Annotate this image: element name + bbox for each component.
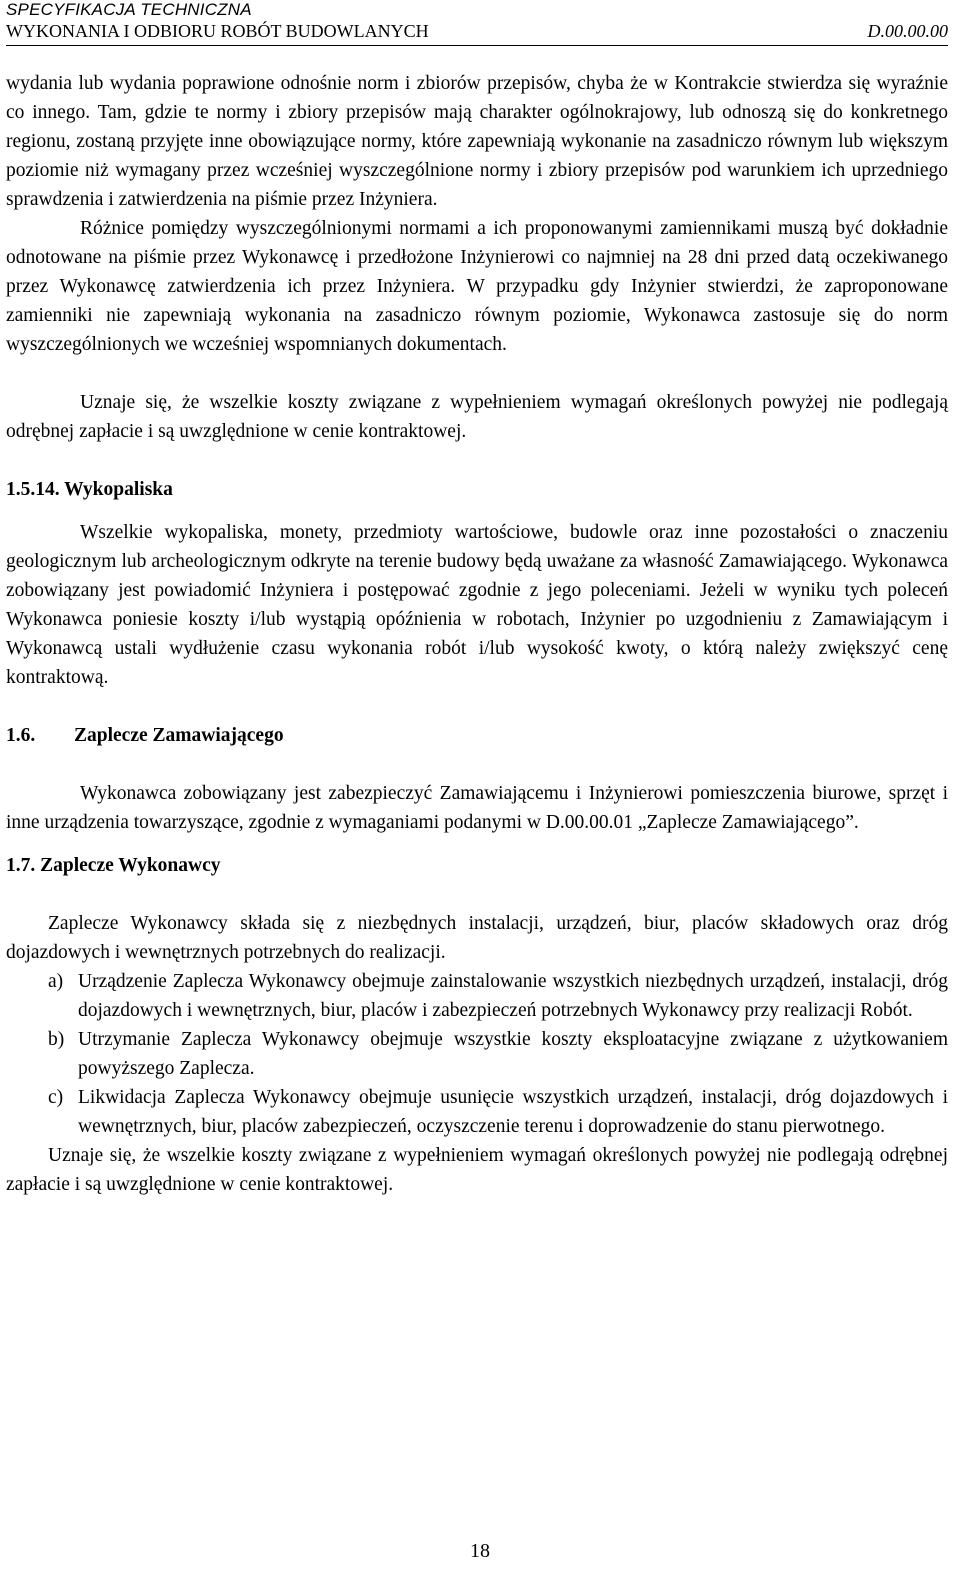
spacer [6,359,948,388]
facilities-list [6,967,948,1141]
paragraph-norms-differences: Różnice pomiędzy wyszczególnionymi normami a ich proponowanymi zamiennikami muszą być dokładnie odnotowane na piśmie przez Wykonawcę i przedłożone Inżynierowi co najmniej na 28 dni przed datą oczekiwanego przez Wykonawcę zatwierdzenia ich przez Inżyniera. W przypadku gdy Inżynier stwierdzi, że zaproponowane zamienniki nie zapewniają wykonania na zasadniczo równym poziomie, Wykonawca zastosuje się do norm wyszczególnionych we wcześniej wspomnianych dokumentach. [6,218,948,355]
list-item-text: Urządzenie Zaplecza Wykonawcy obejmuje zainstalowanie wszystkich niezbędnych urządzeń, instalacji, dróg dojazdowych i wewnętrznych, biur, placów i zabezpieczeń potrzebnych Wykonawcy przy realizacji Robót. [78,971,948,1021]
section-number: 1.6. [6,725,36,746]
spacer [6,692,948,721]
paragraph-contractor-facilities: Zaplecze Wykonawcy składa się z niezbędnych instalacji, urządzeń, biur, placów składowych oraz dróg dojazdowych i wewnętrznych potrzebnych do realizacji. [6,913,948,963]
spacer [6,446,948,475]
section-heading-1-5-14: 1.5.14. Wykopaliska [6,479,173,500]
spacer [6,837,948,851]
list-item-text: Utrzymanie Zaplecza Wykonawcy obejmuje wszystkie koszty eksploatacyjne związane z użytkowaniem powyższego Zaplecza. [78,1029,948,1079]
header-divider [6,45,948,46]
header-title-line1: SPECYFIKACJA TECHNICZNA [6,0,252,19]
list-item [6,1083,948,1141]
section-title: Zaplecze Zamawiającego [74,725,284,746]
list-item [6,967,948,1025]
spacer [6,880,948,909]
header-document-code: D.00.00.00 [867,21,948,41]
page-number: 18 [470,1540,490,1562]
list-marker: c) [48,1087,64,1108]
paragraph-costs-facilities: Uznaje się, że wszelkie koszty związane z wypełnieniem wymagań określonych powyżej nie podlegają odrębnej zapłacie i są uwzględnione w cenie kontraktowej. [6,1145,948,1195]
list-item-text: Likwidacja Zaplecza Wykonawcy obejmuje usunięcie wszystkich urządzeń, instalacji, dróg dojazdowych i wewnętrznych, biur, placów zabezpieczeń, oczyszczenie terenu i doprowadzenie do stanu pierwotnego. [78,1087,948,1137]
paragraph-costs-norms: Uznaje się, że wszelkie koszty związane z wypełnieniem wymagań określonych powyżej nie podlegają odrębnej zapłacie i są uwzględnione w cenie kontraktowej. [6,392,948,442]
header-row2 [6,20,948,42]
spacer [6,750,948,779]
page-header [6,0,948,42]
section-heading-1-6 [6,721,948,750]
paragraph-excavations: Wszelkie wykopaliska, monety, przedmioty wartościowe, budowle oraz inne pozostałości o znaczeniu geologicznym lub archeologicznym odkryte na terenie budowy będą uważane za własność Zamawiającego. Wykonawca zobowiązany jest powiadomić Inżyniera i postępować zgodnie z jego poleceniami. Jeżeli w wyniku tych poleceń Wykonawca poniesie koszty i/lub wystąpią opóźnienia w robotach, Inżynier po uzgodnieniu z Zamawiającym i Wykonawcą ustali wydłużenie czasu wykonania robót i/lub wysokość kwoty, o którą należy zwiększyć cenę kontraktową. [6,522,948,688]
spacer [6,504,948,518]
paragraph-employer-facilities: Wykonawca zobowiązany jest zabezpieczyć Zamawiającemu i Inżynierowi pomieszczenia biurowe, sprzęt i inne urządzenia towarzyszące, zgodnie z wymaganiami podanymi w D.00.00.01 „Zaplecze Zamawiającego”. [6,783,948,833]
section-heading-1-7: 1.7. Zaplecze Wykonawcy [6,855,221,876]
document-body [6,69,948,1199]
list-marker: a) [48,971,64,992]
list-item [6,1025,948,1083]
paragraph-norms-continuation: wydania lub wydania poprawione odnośnie norm i zbiorów przepisów, chyba że w Kontrakcie stwierdza się wyraźnie co innego. Tam, gdzie te normy i zbiory przepisów mają charakter ogólnokrajowy, lub odnoszą się do konkretnego regionu, zostaną przyjęte inne obowiązujące normy, które zapewniają wykonanie na zasadniczo równym lub większym poziomie niż wymagany przez wcześniej wyszczególnione normy i zbiory przepisów pod warunkiem ich uprzedniego sprawdzenia i zatwierdzenia na piśmie przez Inżyniera. [6,73,948,210]
list-marker: b) [48,1029,65,1050]
header-title-line2: WYKONANIA I ODBIORU ROBÓT BUDOWLANYCH [6,21,429,41]
